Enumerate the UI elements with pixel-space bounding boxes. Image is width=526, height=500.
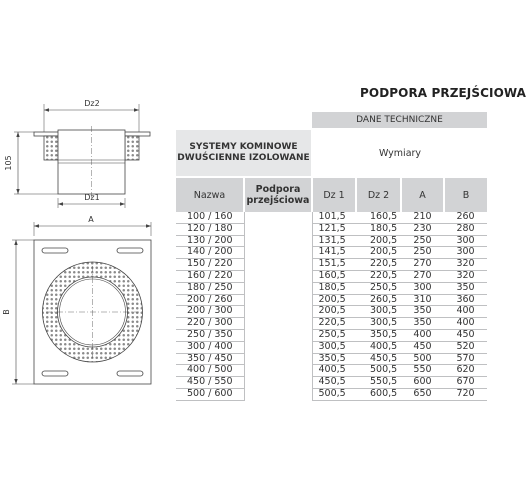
cell-nazwa: 400 / 500 — [176, 365, 244, 377]
group-header: DANE TECHNICZNE — [312, 112, 487, 129]
technical-drawing — [0, 0, 170, 500]
cell-a: 300 — [401, 282, 444, 294]
cell-dz1: 220,5 — [312, 318, 356, 330]
col-header-podpora-line1: Podpora — [255, 184, 301, 195]
cell-a: 250 — [401, 235, 444, 247]
cell-a: 310 — [401, 294, 444, 306]
cell-a: 650 — [401, 388, 444, 400]
cell-dz2: 600,5 — [356, 388, 401, 400]
dim-b-label: B — [2, 309, 11, 315]
cell-dz1: 200,5 — [312, 294, 356, 306]
cell-podpora — [244, 341, 312, 353]
cell-dz2: 550,5 — [356, 377, 401, 389]
cell-dz1: 160,5 — [312, 270, 356, 282]
dim-105-label: 105 — [4, 155, 13, 171]
cell-podpora — [244, 365, 312, 377]
cell-b: 450 — [444, 329, 487, 341]
cell-dz1: 151,5 — [312, 259, 356, 271]
cell-b: 280 — [444, 223, 487, 235]
cell-podpora — [244, 247, 312, 259]
cell-b: 570 — [444, 353, 487, 365]
cell-podpora — [244, 377, 312, 389]
cell-dz1: 400,5 — [312, 365, 356, 377]
col-header-nazwa: Nazwa — [176, 177, 244, 212]
col-header-podpora — [244, 177, 312, 212]
cell-a: 600 — [401, 377, 444, 389]
table-row — [176, 329, 487, 341]
cell-b: 620 — [444, 365, 487, 377]
table-row — [176, 247, 487, 259]
cell-podpora — [244, 235, 312, 247]
cell-nazwa: 200 / 300 — [176, 306, 244, 318]
table-row — [176, 212, 487, 223]
cell-dz2: 260,5 — [356, 294, 401, 306]
cell-podpora — [244, 318, 312, 330]
cell-dz2: 200,5 — [356, 247, 401, 259]
cell-dz2: 160,5 — [356, 212, 401, 223]
cell-nazwa: 500 / 600 — [176, 388, 244, 400]
dim-dz1-label: Dz1 — [84, 193, 100, 202]
cell-b: 320 — [444, 259, 487, 271]
cell-dz2: 220,5 — [356, 259, 401, 271]
page-title: PODPORA PRZEJŚCIOWA — [360, 86, 526, 100]
cell-podpora — [244, 212, 312, 223]
cell-nazwa: 140 / 200 — [176, 247, 244, 259]
cell-b: 400 — [444, 306, 487, 318]
system-label-line1: SYSTEMY KOMINOWE — [189, 142, 298, 152]
table-row — [176, 270, 487, 282]
cell-dz2: 250,5 — [356, 282, 401, 294]
cell-dz1: 121,5 — [312, 223, 356, 235]
table-row — [176, 365, 487, 377]
table-row — [176, 341, 487, 353]
table-row — [176, 388, 487, 400]
cell-nazwa: 300 / 400 — [176, 341, 244, 353]
system-label — [176, 129, 312, 177]
col-header-a: A — [401, 177, 444, 212]
cell-dz2: 300,5 — [356, 306, 401, 318]
cell-nazwa: 450 / 550 — [176, 377, 244, 389]
system-label-line2: DWUŚCIENNE IZOLOWANE — [177, 153, 310, 163]
cell-dz2: 450,5 — [356, 353, 401, 365]
cell-podpora — [244, 329, 312, 341]
cell-b: 300 — [444, 235, 487, 247]
cell-podpora — [244, 353, 312, 365]
table-row — [176, 223, 487, 235]
cell-dz1: 131,5 — [312, 235, 356, 247]
cell-nazwa: 180 / 250 — [176, 282, 244, 294]
cell-dz2: 220,5 — [356, 270, 401, 282]
dim-dz2-label: Dz2 — [84, 99, 100, 108]
dim-a-label: A — [88, 215, 94, 224]
cell-a: 270 — [401, 259, 444, 271]
cell-podpora — [244, 223, 312, 235]
side-view — [14, 104, 150, 208]
cell-dz1: 180,5 — [312, 282, 356, 294]
table-row — [176, 306, 487, 318]
col-header-dz1: Dz 1 — [312, 177, 356, 212]
cell-dz2: 400,5 — [356, 341, 401, 353]
table-body — [176, 212, 487, 400]
cell-podpora — [244, 270, 312, 282]
cell-nazwa: 150 / 220 — [176, 259, 244, 271]
table-row — [176, 377, 487, 389]
cell-b: 520 — [444, 341, 487, 353]
table-row — [176, 294, 487, 306]
cell-dz1: 200,5 — [312, 306, 356, 318]
cell-dz1: 250,5 — [312, 329, 356, 341]
cell-b: 360 — [444, 294, 487, 306]
table-row — [176, 318, 487, 330]
cell-dz1: 350,5 — [312, 353, 356, 365]
cell-dz2: 300,5 — [356, 318, 401, 330]
cell-a: 230 — [401, 223, 444, 235]
cell-nazwa: 130 / 200 — [176, 235, 244, 247]
cell-nazwa: 220 / 300 — [176, 318, 244, 330]
cell-dz1: 300,5 — [312, 341, 356, 353]
cell-dz2: 500,5 — [356, 365, 401, 377]
cell-nazwa: 350 / 450 — [176, 353, 244, 365]
cell-a: 400 — [401, 329, 444, 341]
top-view — [12, 222, 151, 384]
cell-nazwa: 120 / 180 — [176, 223, 244, 235]
cell-dz1: 141,5 — [312, 247, 356, 259]
table-row — [176, 282, 487, 294]
col-header-dz2: Dz 2 — [356, 177, 401, 212]
cell-a: 550 — [401, 365, 444, 377]
cell-a: 210 — [401, 212, 444, 223]
cell-nazwa: 200 / 260 — [176, 294, 244, 306]
cell-b: 400 — [444, 318, 487, 330]
cell-dz2: 350,5 — [356, 329, 401, 341]
col-header-podpora-line2: przejściowa — [246, 195, 310, 206]
cell-b: 670 — [444, 377, 487, 389]
table-row — [176, 235, 487, 247]
cell-b: 300 — [444, 247, 487, 259]
cell-a: 350 — [401, 318, 444, 330]
cell-a: 500 — [401, 353, 444, 365]
cell-b: 720 — [444, 388, 487, 400]
technical-data-table — [176, 112, 487, 401]
cell-a: 450 — [401, 341, 444, 353]
cell-podpora — [244, 259, 312, 271]
dimensions-label: Wymiary — [312, 129, 487, 177]
cell-nazwa: 100 / 160 — [176, 212, 244, 223]
table-row — [176, 353, 487, 365]
cell-a: 270 — [401, 270, 444, 282]
cell-a: 350 — [401, 306, 444, 318]
col-header-b: B — [444, 177, 487, 212]
cell-b: 260 — [444, 212, 487, 223]
cell-podpora — [244, 282, 312, 294]
cell-dz1: 450,5 — [312, 377, 356, 389]
table-row — [176, 259, 487, 271]
blank-cell — [176, 112, 312, 129]
cell-dz2: 200,5 — [356, 235, 401, 247]
cell-dz2: 180,5 — [356, 223, 401, 235]
cell-b: 350 — [444, 282, 487, 294]
cell-nazwa: 160 / 220 — [176, 270, 244, 282]
cell-a: 250 — [401, 247, 444, 259]
cell-podpora — [244, 294, 312, 306]
cell-nazwa: 250 / 350 — [176, 329, 244, 341]
cell-dz1: 500,5 — [312, 388, 356, 400]
cell-podpora — [244, 306, 312, 318]
cell-dz1: 101,5 — [312, 212, 356, 223]
cell-podpora — [244, 388, 312, 400]
cell-b: 320 — [444, 270, 487, 282]
